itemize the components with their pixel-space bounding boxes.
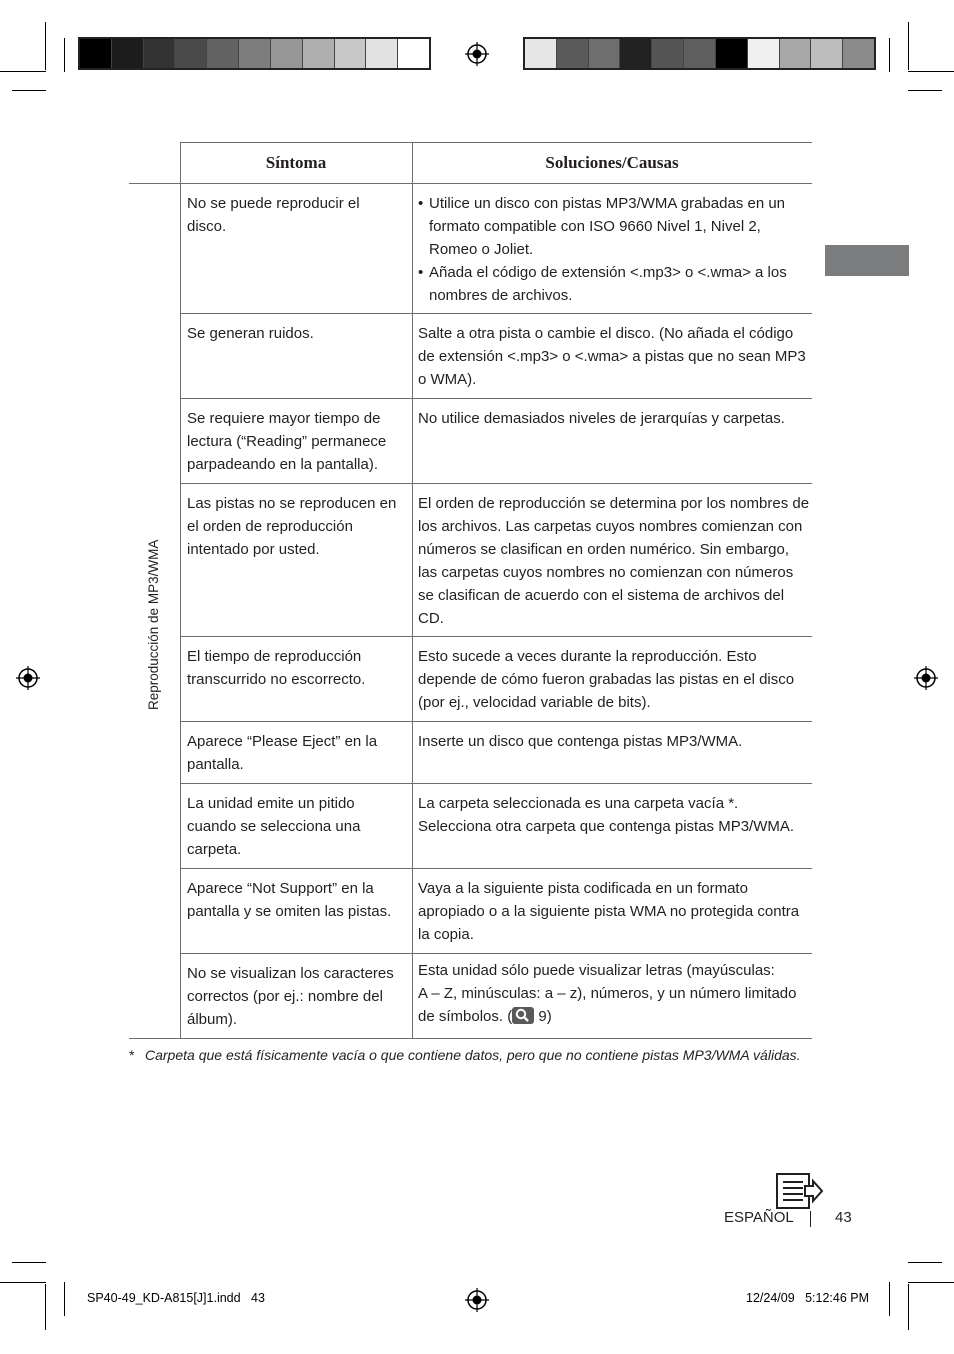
language-tab-marker xyxy=(825,245,909,276)
page-continue-icon xyxy=(775,1172,825,1210)
slug-datetime: 12/24/09 5:12:46 PM xyxy=(746,1291,870,1305)
solution-cell: Esta unidad sólo puede visualizar letras (mayúsculas: A – Z, minúsculas: a – z), números, y un número limitado de símbolos. ( 9) xyxy=(418,962,797,1025)
solution-cell: Esto sucede a veces durante la reproducción. Esto depende de cómo fueron grabadas las pistas en el disco (por ej., velocidad variable de bits). xyxy=(418,648,795,711)
header-symptom: Síntoma xyxy=(265,153,327,172)
solution-cell xyxy=(418,192,810,307)
footnote-marker: * xyxy=(129,1047,135,1063)
solution-bullet: • Añada el código de extensión <.mp3> o <.wma> a los nombres de archivos. xyxy=(418,261,810,307)
section-label: Reproducción de MP3/WMA xyxy=(146,539,161,710)
registration-mark-icon xyxy=(465,42,489,66)
symptom-cell: No se puede reproducir el disco. xyxy=(187,195,360,235)
page-number: 43 xyxy=(835,1209,852,1226)
symptom-cell: Se generan ruidos. xyxy=(187,325,314,342)
solution-cell: Salte a otra pista o cambie el disco. (No añada el código de extensión <.mp3> o <.wma> a pistas que no sean MP3 o WMA). xyxy=(418,325,806,388)
symptom-cell: El tiempo de reproducción transcurrido no escorrecto. xyxy=(187,648,366,688)
page-separator xyxy=(810,1211,811,1227)
color-bar-left xyxy=(78,37,431,70)
slug-filename: SP40-49_KD-A815[J]1.indd 43 xyxy=(87,1291,265,1305)
symptom-cell: No se visualizan los caracteres correctos (por ej.: nombre del álbum). xyxy=(187,965,394,1028)
solution-cell: Inserte un disco que contenga pistas MP3/WMA. xyxy=(418,733,743,750)
magnifier-icon xyxy=(512,1007,534,1024)
solution-bullet: • Utilice un disco con pistas MP3/WMA grabadas en un formato compatible con ISO 9660 Nivel 1, Nivel 2, Romeo o Joliet. xyxy=(418,192,810,261)
symptom-cell: Aparece “Please Eject” en la pantalla. xyxy=(187,733,378,773)
symptom-cell: Aparece “Not Support” en la pantalla y se omiten las pistas. xyxy=(187,880,392,920)
symptom-cell: Las pistas no se reproducen en el orden de reproducción intentado por usted. xyxy=(187,495,397,558)
solution-cell: La carpeta seleccionada es una carpeta vacía *. Selecciona otra carpeta que contenga pistas MP3/WMA. xyxy=(418,795,795,835)
footnote xyxy=(129,1044,829,1067)
color-bar-right xyxy=(523,37,876,70)
registration-mark-icon xyxy=(914,666,938,690)
registration-mark-icon xyxy=(465,1288,489,1312)
page-language: ESPAÑOL xyxy=(724,1209,794,1226)
solution-cell: No utilice demasiados niveles de jerarquías y carpetas. xyxy=(418,410,785,427)
footnote-text: Carpeta que está físicamente vacía o que contiene datos, pero que no contiene pistas MP3/WMA válidas. xyxy=(145,1047,801,1063)
symptom-cell: La unidad emite un pitido cuando se selecciona una carpeta. xyxy=(187,795,361,858)
symptom-cell: Se requiere mayor tiempo de lectura (“Reading” permanece parpadeando en la pantalla). xyxy=(187,410,387,473)
solution-cell: Vaya a la siguiente pista codificada en un formato apropiado o a la siguiente pista WMA no protegida contra la copia. xyxy=(418,880,800,943)
solution-cell: El orden de reproducción se determina por los nombres de los archivos. Las carpetas cuyos nombres comienzan con números se clasifican en orden numérico. Sin embargo, las carpetas cuyos nombres no comienzan con números se clasifican de acuerdo con el sistema de archivos del CD. xyxy=(418,495,810,627)
registration-mark-icon xyxy=(16,666,40,690)
header-solution: Soluciones/Causas xyxy=(545,153,679,172)
